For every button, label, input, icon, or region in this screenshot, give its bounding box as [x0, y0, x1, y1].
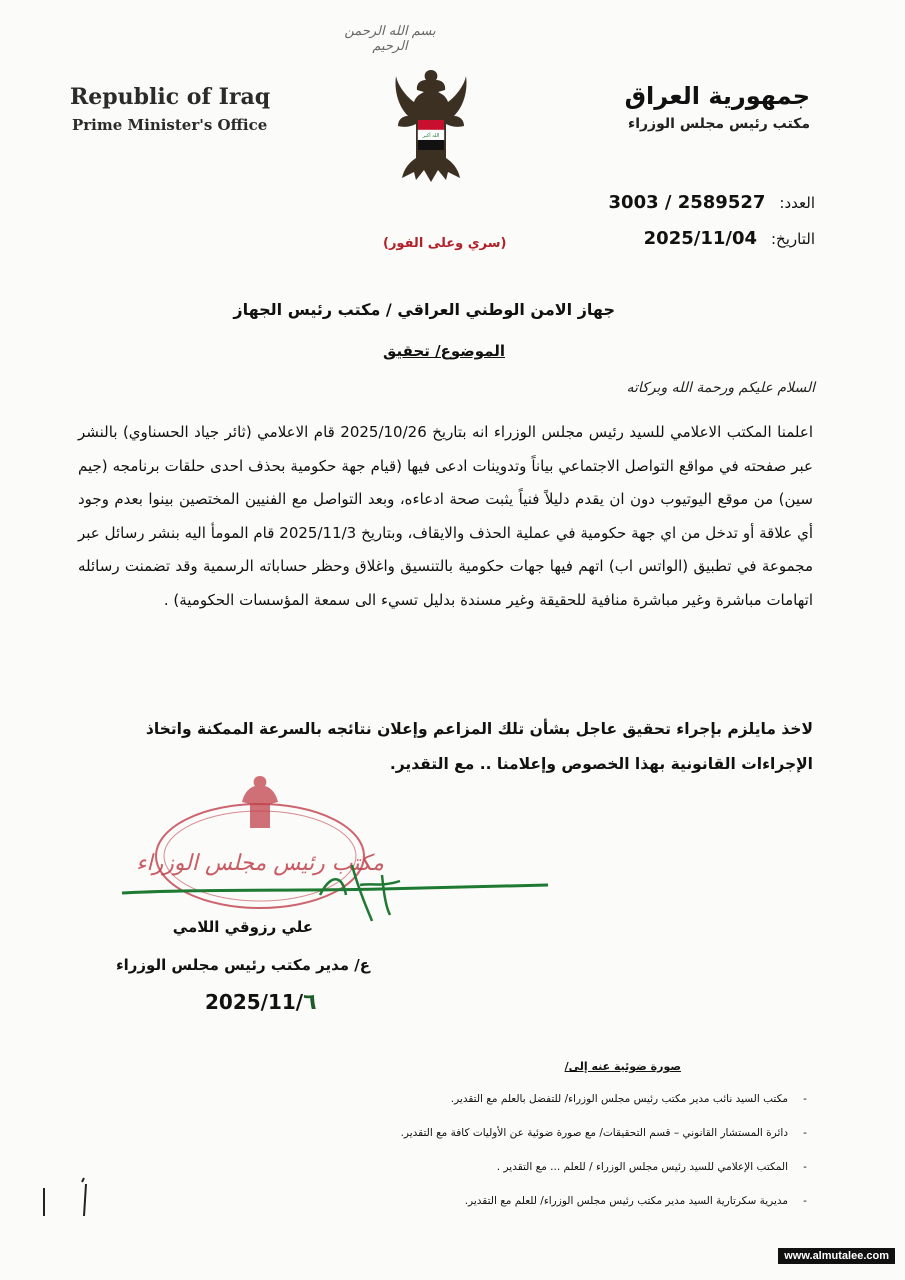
emblem-text: الله أكبر — [422, 133, 440, 139]
date-row — [644, 228, 815, 249]
arabic-office-name: مكتب رئيس مجلس الوزراء — [628, 116, 810, 132]
list-bullet: - — [803, 1093, 807, 1105]
stamp-eagle-icon — [242, 776, 278, 828]
reference-number-value: 3003 / 2589527 — [608, 192, 766, 213]
list-bullet: - — [803, 1127, 807, 1139]
arabic-country-name: جمهورية العراق — [624, 82, 810, 110]
signature-date-prefix: 2025/11/ — [205, 990, 304, 1014]
signature-date — [205, 990, 317, 1015]
basmala-header: بسم الله الرحمن الرحيم — [344, 24, 436, 54]
list-item — [250, 1150, 810, 1184]
site-watermark: www.almutalee.com — [778, 1248, 895, 1264]
list-bullet: - — [803, 1161, 807, 1173]
iraq-eagle-emblem-icon — [394, 66, 468, 186]
copy-recipient: مكتب السيد نائب مدير مكتب رئيس مجلس الوزراء/ للتفضل بالعلم مع التقدير. — [450, 1093, 788, 1105]
stamp-text: مكتب رئيس مجلس الوزراء — [136, 851, 384, 876]
reference-number-row — [609, 192, 815, 213]
copy-recipient: المكتب الإعلامي للسيد رئيس مجلس الوزراء / للعلم ... مع التقدير . — [496, 1161, 788, 1173]
signature-date-day: ٦ — [303, 990, 317, 1015]
classification-label: (سري وعلى الفور) — [383, 236, 507, 251]
list-item — [250, 1184, 810, 1218]
letter-body: اعلمنا المكتب الاعلامي للسيد رئيس مجلس الوزراء انه بتاريخ 2025/10/26 قام الاعلامي (ثائر جياد الحسناوي) بالنشر عبر صفحته في مواقع التواصل الاجتماعي بياناً وتدوينات ادعى فيها (قيام جهة حكومية بحذف احدى حلقات برنامجه (جيم سين) من موقع اليوتيوب دون ان يقدم دليلاً فنياً يثبت صحة ادعاءه، وبعد التواصل مع الفنيين المختصين بينوا بعدم وجود أي علاقة أو تدخل من اي جهة حكومية في عملية الحذف والايقاف، وبتاريخ 2025/11/3 قام المومأ اليه بنشر رسائل عبر مجموعة في تطبيق (الواتس اب) اتهم فيها جهات حكومية بالتنسيق واغلاق وحظر حساباته الرسمية وقد تضمنت رسائله اتهامات مباشرة وغير مباشرة منافية للحقيقة وغير مسندة بدليل تسيء الى سمعة المؤسسات الحكومية) . — [78, 423, 813, 609]
letter-request: لاخذ مايلزم بإجراء تحقيق عاجل بشأن تلك المزاعم وإعلان نتائجه بالسرعة الممكنة واتخاذ الإجراءات القانونية بهذا الخصوص وإعلامنا .. مع التقدير. — [145, 720, 813, 773]
reference-number-label: العدد: — [779, 194, 815, 212]
list-item — [250, 1116, 810, 1150]
date-value: 2025/11/04 — [643, 228, 757, 249]
addressee: جهاز الامن الوطني العراقي / مكتب رئيس الجهاز — [233, 300, 615, 319]
signer-title: ع/ مدير مكتب رئيس مجلس الوزراء — [115, 956, 370, 974]
date-label: التاريخ: — [771, 230, 815, 248]
english-office-name: Prime Minister's Office — [72, 116, 268, 134]
copies-list — [250, 1082, 810, 1218]
copy-recipient: دائرة المستشار القانوني – قسم التحقيقات/ مع صورة ضوئية عن الأوليات كافة مع التقدير. — [400, 1127, 788, 1139]
list-item — [250, 1082, 810, 1116]
greeting: السلام عليكم ورحمة الله وبركاته — [626, 380, 815, 396]
copies-title: صورة ضوئية عنه إلى/ — [564, 1060, 681, 1073]
handwritten-signature — [120, 855, 550, 925]
english-country-name: Republic of Iraq — [70, 84, 271, 110]
margin-scribble — [38, 1178, 98, 1218]
list-bullet: - — [803, 1195, 807, 1207]
signer-name: علي رزوقي اللامي — [172, 918, 313, 936]
copy-recipient: مديرية سكرتارية السيد مدير مكتب رئيس مجلس الوزراء/ للعلم مع التقدير. — [464, 1195, 788, 1207]
subject-line: الموضوع/ تحقيق — [383, 342, 505, 360]
